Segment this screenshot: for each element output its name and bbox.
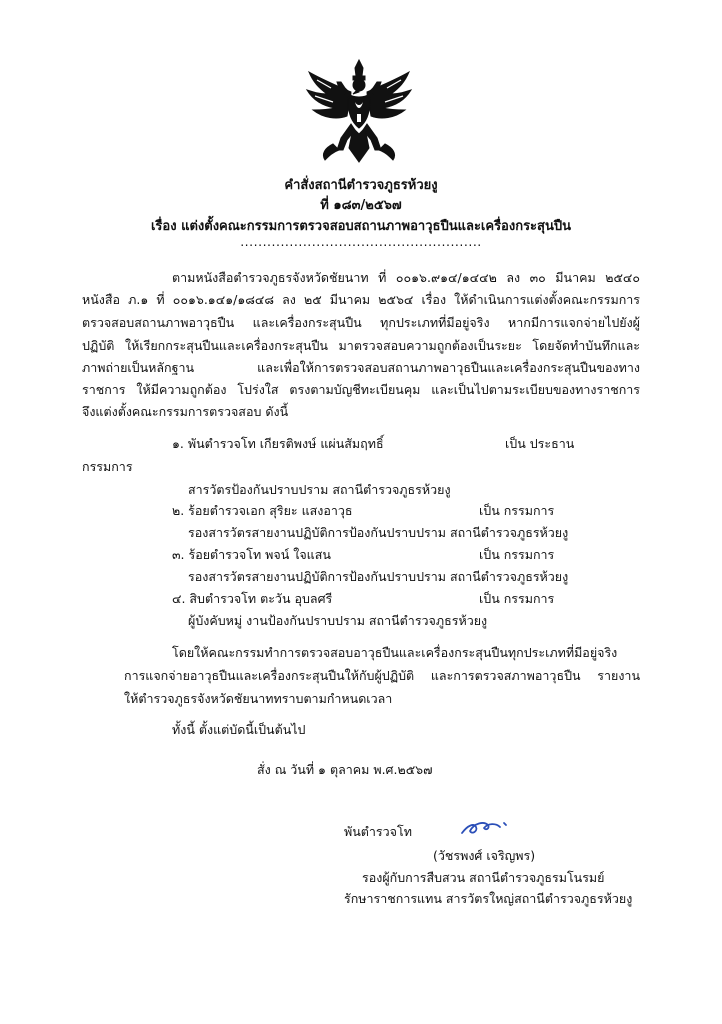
order-title: คำสั่งสถานีตำรวจภูธรห้วยงู bbox=[284, 178, 438, 193]
signer-position: รองผู้กับการสืบสวน สถานีตำรวจภูธรมโนรมย์ bbox=[362, 870, 605, 885]
member-1-position: สารวัตรป้องกันปราบปราม สถานีตำรวจภูธรห้วยงู bbox=[188, 482, 451, 497]
para1-line-3: ตรวจสอบสถานภาพอาวุธปืน และเครื่องกระสุนปืน ทุกประเภทที่มีอยู่จริง หากมีการแจกจ่ายไปยังผู้ bbox=[82, 315, 640, 330]
order-subject: เรื่อง แต่งตั้งคณะกรรมการตรวจสอบสถานภาพอาวุธปืนและเครื่องกระสุนปืน bbox=[150, 219, 571, 234]
member-2-position: รองสารวัตรสายงานปฏิบัติการป้องกันปราบปราม สถานีตำรวจภูธรห้วยงู bbox=[188, 525, 569, 540]
para1-line-1: ตามหนังสือตำรวจภูธรจังหวัดชัยนาท ที่ ๐๐๑๖.๙๑๔/๑๔๔๒ ลง ๓๐ มีนาคม ๒๕๔๐ bbox=[172, 270, 640, 285]
signer-name: (วัชรพงศ์ เจริญพร) bbox=[433, 848, 536, 863]
member-3-name: ๓. ร้อยตำรวจโท พจน์ ใจแสน bbox=[172, 547, 331, 562]
signer-acting: รักษาราชการแทน สารวัตรใหญ่สถานีตำรวจภูธรห้วยงู bbox=[344, 891, 633, 906]
member-2-role: เป็น กรรมการ bbox=[479, 503, 555, 518]
order-date: สั่ง ณ วันที่ ๑ ตุลาคม พ.ศ.๒๕๖๗ bbox=[257, 762, 433, 777]
para1-line-2: หนังสือ ภ.๑ ที่ ๐๐๑๖.๑๔๑/๑๘๔๘ ลง ๒๕ มีนาคม ๒๕๖๔ เรื่อง ให้ดำเนินการแต่งตั้งคณะกรรมการ bbox=[82, 292, 640, 307]
handwritten-signature bbox=[458, 815, 514, 839]
member-3-position: รองสารวัตรสายงานปฏิบัติการป้องกันปราบปราม สถานีตำรวจภูธรห้วยงู bbox=[188, 569, 569, 584]
para1-line-5: ภาพถ่ายเป็นหลักฐาน และเพื่อให้การตรวจสอบสถานภาพอาวุธปืนและเครื่องกระสุนปืนของทาง bbox=[82, 360, 640, 375]
member-1-name: ๑. พันตำรวจโท เกียรติพงษ์ แผ่นสัมฤทธิ์ bbox=[172, 436, 384, 451]
member-1-role-overflow: กรรมการ bbox=[82, 459, 133, 474]
para1-line-6: ราชการ ให้มีความถูกต้อง โปร่งใส ตรงตามบัญชีทะเบียนคุม และเป็นไปตามระเบียบของทางราชการ bbox=[82, 382, 640, 397]
subject-underline-dots: ...................................................... bbox=[240, 234, 482, 249]
member-3-role: เป็น กรรมการ bbox=[479, 547, 555, 562]
member-4-position: ผู้บังคับหมู่ งานป้องกันปราบปราม สถานีตำรวจภูธรห้วยงู bbox=[188, 613, 488, 628]
signer-rank: พันตำรวจโท bbox=[344, 824, 412, 839]
order-number: ที่ ๑๘๓/๒๕๖๗ bbox=[320, 198, 402, 213]
member-2-name: ๒. ร้อยตำรวจเอก สุริยะ แสงอาวุธ bbox=[172, 503, 353, 518]
para2-line-1: โดยให้คณะกรรมทำการตรวจสอบอาวุธปืนและเครื่องกระสุนปืนทุกประเภทที่มีอยู่จริง bbox=[172, 645, 618, 660]
para2-line-2: การแจกจ่ายอาวุธปืนและเครื่องกระสุนปืนให้กับผู้ปฏิบัติ และการตรวจสภาพอาวุธปืน รายงาน bbox=[124, 668, 640, 683]
garuda-emblem-icon bbox=[303, 58, 415, 166]
para1-line-7: จึงแต่งตั้งคณะกรรมการตรวจสอบ ดังนี้ bbox=[82, 404, 289, 419]
para1-line-4: ปฏิบัติ ให้เรียกกระสุนปืนและเครื่องกระสุนปืน มาตรวจสอบความถูกต้องเป็นระยะ โดยจัดทำบันทึกและ bbox=[82, 338, 640, 353]
member-4-name: ๔. สิบตำรวจโท ตะวัน อุบลศรี bbox=[172, 591, 333, 606]
para2-line-3: ให้ตำรวจภูธรจังหวัดชัยนาททราบตามกำหนดเวลา bbox=[124, 691, 393, 706]
member-4-role: เป็น กรรมการ bbox=[479, 591, 555, 606]
effective-clause: ทั้งนี้ ตั้งแต่บัดนี้เป็นต้นไป bbox=[172, 722, 306, 737]
member-1-role: เป็น ประธาน bbox=[505, 436, 575, 451]
